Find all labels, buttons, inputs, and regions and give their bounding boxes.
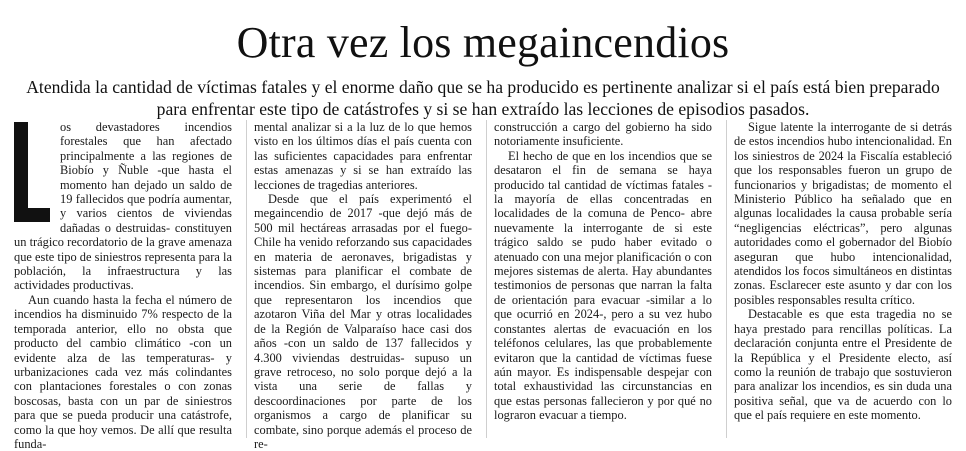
article-column-3 bbox=[494, 120, 712, 451]
drop-cap bbox=[14, 122, 52, 222]
article-body bbox=[14, 120, 952, 451]
article-column-4 bbox=[734, 120, 952, 451]
article-paragraph: Aun cuando hasta la fecha el número de incendios ha disminuido 7% respecto de la temporada anterior, ello no obsta que producto del cambio climático -con un evidente alza de las temperaturas- y urbanizaciones cada vez más colindantes con plantaciones forestales o con zonas boscosas, basta con un par de siniestros para que se pueda producir una catástrofe, como la que hoy vemos. De allí que resulta funda- bbox=[14, 292, 232, 451]
article-paragraph: construcción a cargo del gobierno ha sido notoriamente insuficiente. bbox=[494, 120, 712, 149]
article-paragraph: Desde que el país experimentó el megaincendio de 2017 -que dejó más de 500 mil hectáreas arrasadas por el fuego- Chile ha venido reforzando sus capacidades en materia de aeronaves, brigadistas y sistemas para planificar el combate de incendios. Sin embargo, el durísimo golpe que representaron los incendios que azotaron Viña del Mar y otras localidades de la Región de Valparaíso hace casi dos años -con un saldo de 137 fallecidos y 4.300 viviendas destruidas- supuso un grave retroceso, no solo porque dejó a la vista una serie de fallas y descoordinaciones por parte de los organismos a cargo de planificar su combate, sino porque además el proceso de re- bbox=[254, 192, 472, 451]
article-paragraph: os devastadores incendios forestales que han afectado principalmente a las regiones de Biobío y Ñuble -que hasta el momento han dejado un saldo de 19 fallecidos que podría aumentar, y varios cientos de viviendas dañadas o destruidas- constituyen un trágico recordatorio de la grave amenaza que este tipo de siniestros representa para la población, la infraestructura y las actividades productivas. bbox=[14, 120, 232, 293]
article-paragraph: Sigue latente la interrogante de si detrás de estos incendios hubo intencionalidad. En los siniestros de 2024 la Fiscalía estableció que los responsables fueron un grupo de funcionarios y brigadistas; de momento el Ministerio Público ha señalado que en algunas localidades la causa probable sería “negligencias eléctricas”, pero algunas autoridades como el gobernador del Biobío aseguran que hubo intencionalidad, atendidos los focos simultáneos en distintas zonas. Esclarecer este asunto y dar con los posibles responsables resulta crítico. bbox=[734, 120, 952, 307]
article-paragraph: El hecho de que en los incendios que se desataron el fin de semana se haya producido tal cantidad de víctimas fatales -la mayoría de ellas concentradas en localidades de la comuna de Penco- abre nuevamente la interrogante de si este trágico saldo se pudo haber evitado o atenuado con una mejor planificación o con mejores sistemas de alerta. Hay abundantes testimonios de personas que narran la falta de orientación para evacuar -similar a lo que ocurrió en 2024-, pero a su vez hubo constantes alertas de evacuación en los teléfonos celulares, las que probablemente evitaron que la cantidad de víctimas fuese aún mayor. Es indispensable despejar con total exhaustividad las circunstancias en que estas personas fallecieron y por qué no lograron evacuar a tiempo. bbox=[494, 148, 712, 423]
article-lede: Atendida la cantidad de víctimas fatales y el enorme daño que se ha producido es pertinente analizar si el país está bien preparado para enfrentar este tipo de catástrofes y si se han extraído las lecciones de episodios pasados. bbox=[26, 77, 940, 119]
article-paragraph: Destacable es que esta tragedia no se haya prestado para rencillas políticas. La declaración conjunta entre el Presidente de la República y el Presidente electo, así como la reunión de trabajo que sostuvieron para analizar los incendios, es sin duda una positiva señal, que va de acuerdo con lo que el país requiere en este momento. bbox=[734, 307, 952, 423]
article-headline: Otra vez los megaincendios bbox=[236, 18, 730, 67]
article-column-2 bbox=[254, 120, 472, 451]
article-paragraph: mental analizar si a la luz de lo que hemos visto en los últimos días el país cuenta con las suficientes capacidades para enfrentar estas amenazas y si se han extraído las lecciones de tragedias anteriores. bbox=[254, 120, 472, 192]
article-column-1 bbox=[14, 120, 232, 451]
